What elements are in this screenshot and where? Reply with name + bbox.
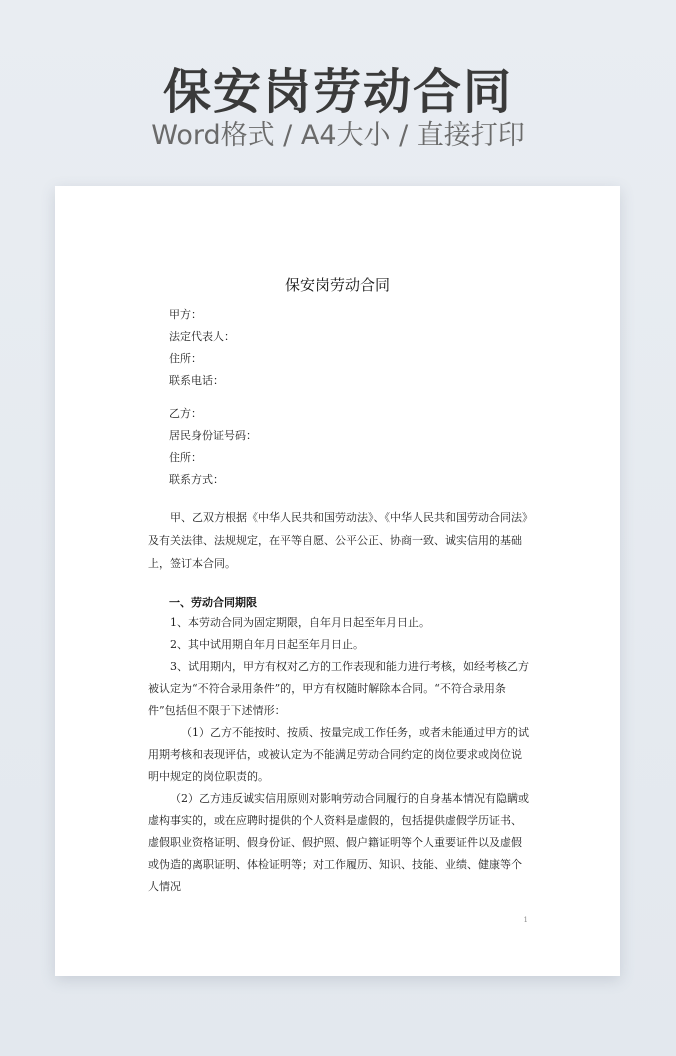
party-b-id-field: 居民身份证号码： — [169, 429, 257, 442]
party-b-address-field: 住所： — [169, 451, 202, 464]
section-heading: 一、劳动合同期限 — [169, 596, 257, 609]
banner-title: 保安岗劳动合同 — [162, 64, 513, 120]
sub-list-item: （1）乙方不能按时、按质、按量完成工作任务，或者未能通过甲方的试用期考核和表现评估，或被认定为不能满足劳动合同约定的岗位要求或岗位说明中规定的岗位职责的。 — [148, 726, 529, 783]
party-a-block — [169, 304, 235, 392]
document-page — [55, 186, 620, 976]
party-b-block — [169, 403, 257, 491]
section-list — [148, 612, 530, 898]
list-item: 2、其中试用期自年月日起至年月日止。 — [170, 638, 364, 651]
party-b-field: 乙方： — [169, 407, 202, 420]
page-number: 1 — [523, 916, 528, 924]
banner-subtitle: Word格式 / A4大小 / 直接打印 — [151, 120, 525, 151]
document-title: 保安岗劳动合同 — [284, 276, 390, 294]
list-item: 1、本劳动合同为固定期限，自年月日起至年月日止。 — [170, 616, 430, 629]
party-b-contact-field: 联系方式： — [169, 473, 224, 486]
party-a-phone-field: 联系电话： — [169, 374, 224, 387]
party-a-field: 甲方： — [169, 308, 202, 321]
party-a-legal-rep-field: 法定代表人： — [169, 330, 235, 343]
party-a-address-field: 住所： — [169, 352, 202, 365]
sub-list-item: （2）乙方违反诚实信用原则对影响劳动合同履行的自身基本情况有隐瞒或虚构事实的，或在应聘时提供的个人资料是虚假的，包括提供虚假学历证书、虚假职业资格证明、假身份证、假护照、假户籍证明等个人重要证件以及虚假或伪造的离职证明、体检证明等；对工作履历、知识、技能、业绩、健康等个人情况 — [148, 792, 529, 893]
intro-paragraph-block — [148, 506, 530, 575]
list-item: 3、试用期内，甲方有权对乙方的工作表现和能力进行考核，如经考核乙方被认定为“不符合录用条件”的，甲方有权随时解除本合同。“不符合录用条件”包括但不限于下述情形： — [148, 660, 529, 717]
intro-paragraph: 甲、乙双方根据《中华人民共和国劳动法》、《中华人民共和国劳动合同法》及有关法律、法规规定，在平等自愿、公平公正、协商一致、诚实信用的基础上，签订本合同。 — [148, 511, 528, 570]
